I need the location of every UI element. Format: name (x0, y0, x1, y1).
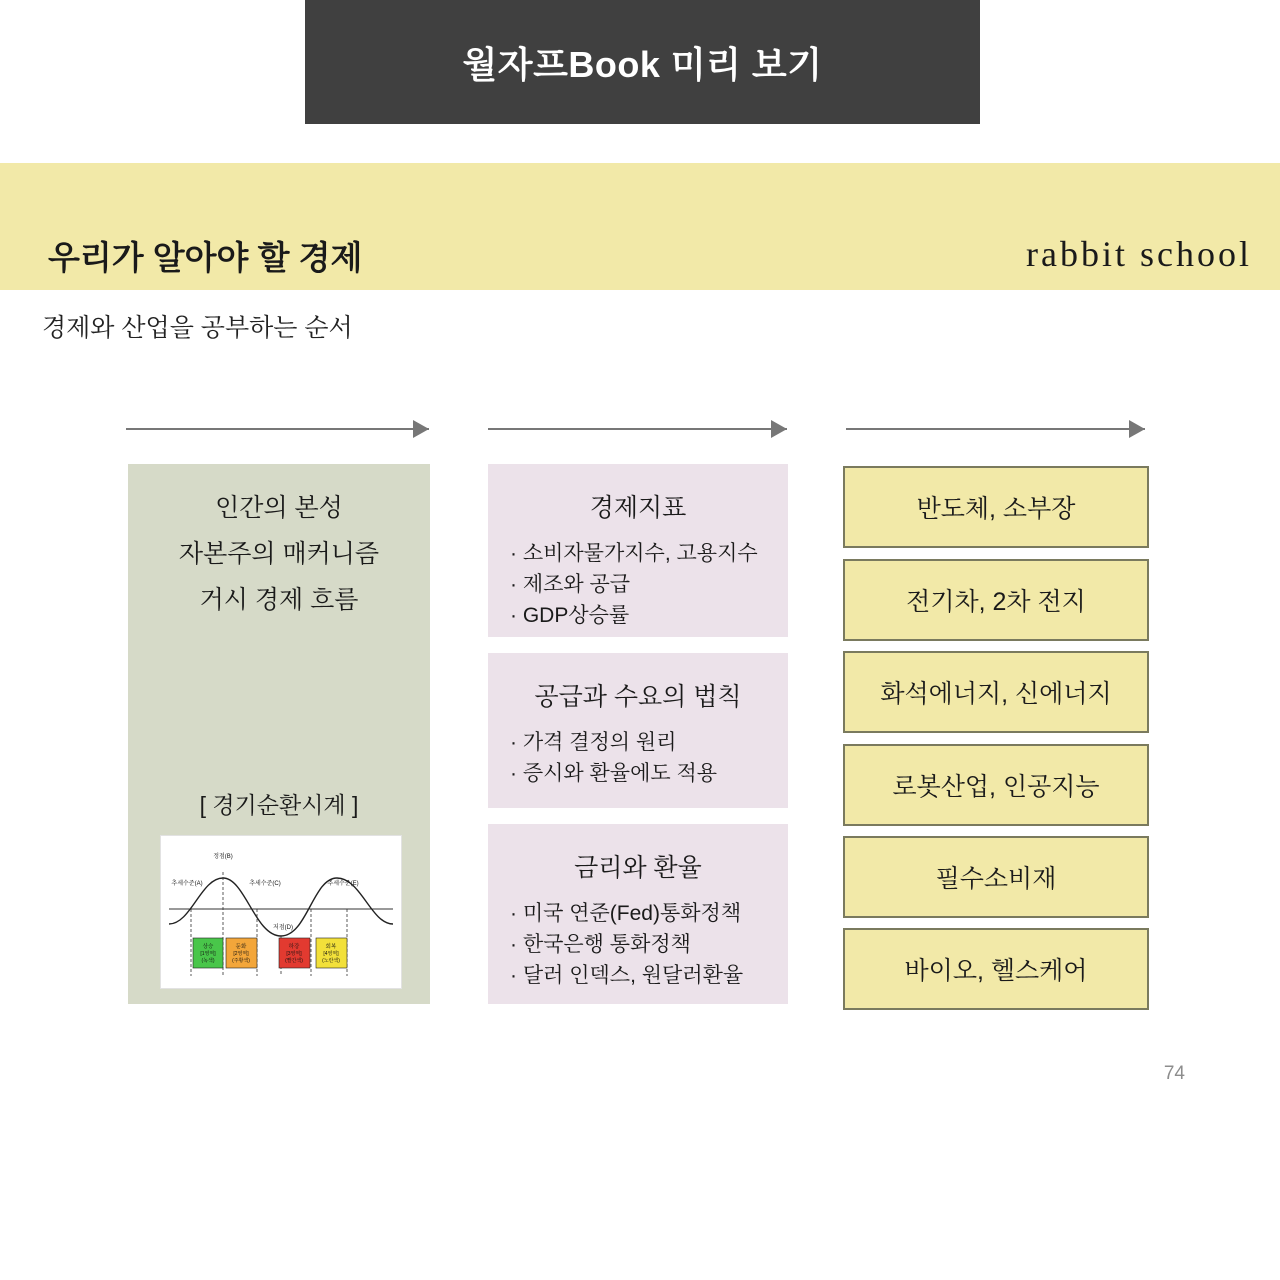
page-title: 우리가 알아야 할 경제 (48, 239, 363, 276)
industry-box-bio-healthcare (843, 928, 1149, 1010)
card-bullet-list (510, 538, 788, 631)
list-item: · 소비자물가지수, 고용지수 (510, 542, 758, 565)
svg-text:정점(B): 정점(B) (213, 854, 233, 860)
industry-box-energy (843, 651, 1149, 733)
list-item: · 달러 인덱스, 원달러환율 (510, 964, 744, 987)
svg-text:추세수준(C): 추세수준(C) (249, 881, 281, 887)
card-bullet-list (510, 898, 788, 991)
business-cycle-clock-chart (160, 835, 402, 989)
list-item: · 미국 연준(Fed)통화정책 (510, 902, 742, 925)
column-1-text-block (128, 485, 430, 623)
industry-label: 필수소비재 (935, 865, 1057, 893)
industry-label: 바이오, 헬스케어 (904, 957, 1088, 985)
column-1-line: 거시 경제 흐름 (199, 586, 359, 614)
svg-text:(녹색): (녹색) (201, 958, 215, 964)
svg-text:(주황색): (주황색) (232, 958, 250, 964)
industry-box-robotics-ai (843, 744, 1149, 826)
card-heading: 금리와 환율 (574, 854, 702, 882)
arrow-shaft (846, 428, 1145, 430)
page-subtitle: 경제와 산업을 공부하는 순서 (42, 314, 353, 342)
list-item: · 제조와 공급 (510, 573, 631, 596)
list-item: · GDP상승률 (510, 604, 630, 627)
arrow-head (413, 420, 429, 438)
list-item: · 증시와 환율에도 적용 (510, 762, 718, 785)
arrow-icon-column-3 (846, 420, 1145, 438)
industry-box-ev-battery (843, 559, 1149, 641)
industry-label: 로봇산업, 인공지능 (892, 773, 1100, 801)
industry-label: 전기차, 2차 전지 (906, 588, 1086, 616)
column-1-line: 자본주의 매커니즘 (178, 540, 380, 568)
card-heading: 경제지표 (589, 494, 687, 522)
svg-text:[4영역]: [4영역] (323, 951, 339, 957)
svg-text:회복: 회복 (325, 944, 337, 950)
business-cycle-caption: [ 경기순환시계 ] (199, 792, 359, 818)
svg-text:추세수준(A): 추세수준(A) (171, 881, 203, 887)
header-title: 월자프Book 미리 보기 (462, 43, 823, 85)
arrow-icon-column-2 (488, 420, 787, 438)
svg-text:[1영역]: [1영역] (200, 951, 216, 957)
industry-box-semiconductor (843, 466, 1149, 548)
svg-text:[3영역]: [3영역] (286, 951, 302, 957)
arrow-head (1129, 420, 1145, 438)
card-heading: 공급과 수요의 법칙 (534, 683, 742, 711)
card-supply-demand (488, 653, 788, 808)
card-economic-indicators (488, 464, 788, 637)
svg-text:저점(D): 저점(D) (273, 925, 293, 931)
header-bar (305, 0, 980, 124)
industry-label: 화석에너지, 신에너지 (880, 680, 1112, 708)
arrow-head (771, 420, 787, 438)
arrow-shaft (488, 428, 787, 430)
column-1-line: 인간의 본성 (215, 494, 343, 522)
industry-box-consumer-staples (843, 836, 1149, 918)
arrow-icon-column-1 (126, 420, 429, 438)
svg-text:둔화: 둔화 (235, 944, 247, 950)
industry-label: 반도체, 소부장 (916, 495, 1076, 523)
list-item: · 가격 결정의 원리 (510, 731, 677, 754)
list-item: · 한국은행 통화정책 (510, 933, 691, 956)
svg-text:상승: 상승 (202, 944, 214, 950)
page-number: 74 (1163, 1063, 1185, 1084)
brand-logo: rabbit school (1026, 234, 1252, 274)
svg-text:추세수준(E): 추세수준(E) (327, 881, 359, 887)
svg-text:[2영역]: [2영역] (233, 951, 249, 957)
svg-text:(빨간색): (빨간색) (285, 958, 303, 964)
svg-text:(노란색): (노란색) (322, 958, 340, 964)
card-rates-exchange (488, 824, 788, 1004)
arrow-shaft (126, 428, 429, 430)
svg-text:하강: 하강 (288, 944, 300, 950)
card-bullet-list (510, 727, 788, 789)
